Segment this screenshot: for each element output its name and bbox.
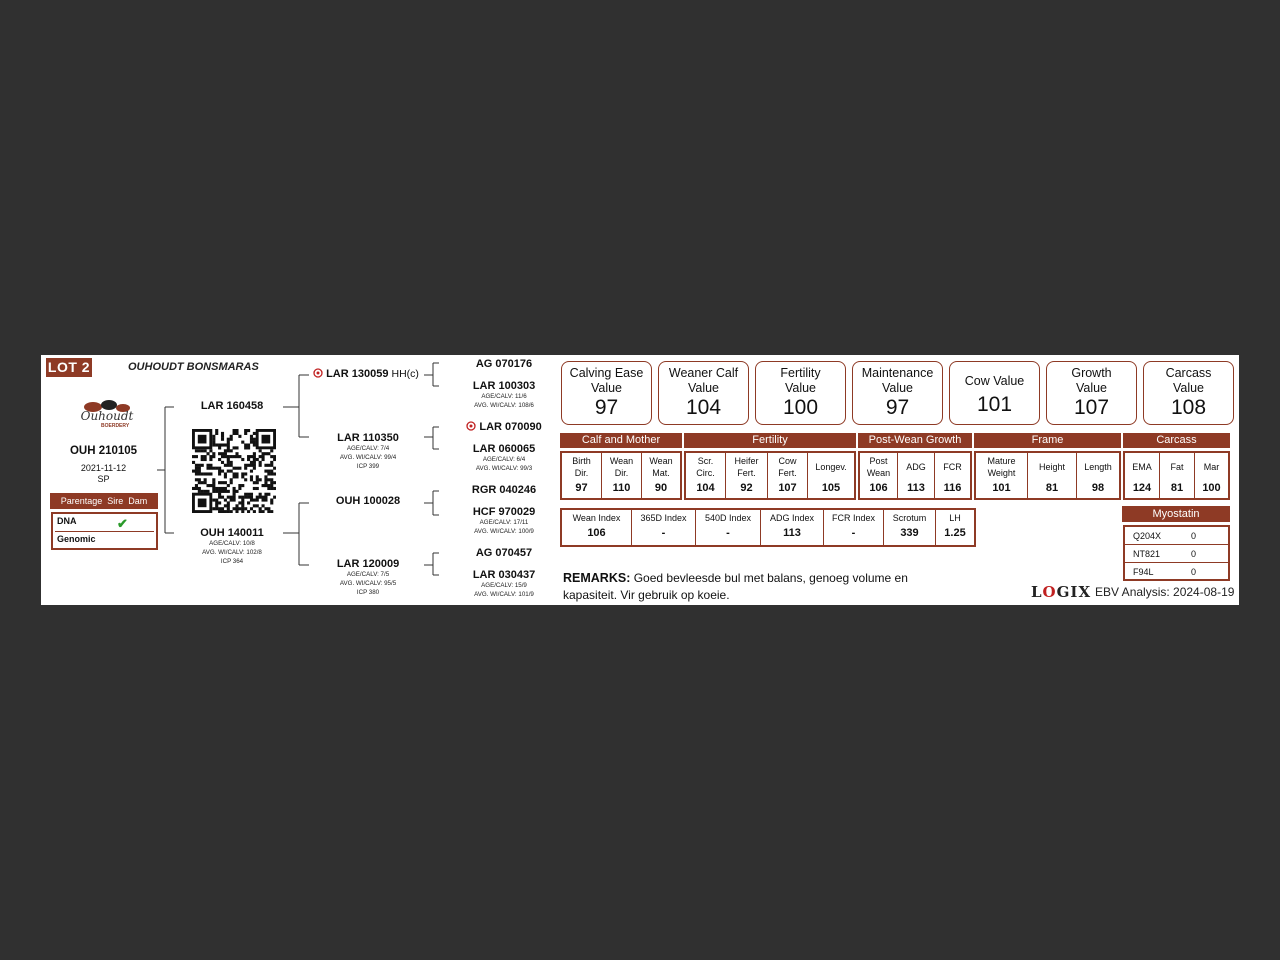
remarks-text: Goed bevleesde bul met balans, genoeg volume en kapasiteit. Vir gebruik op koeie. xyxy=(563,571,908,602)
pedigree-ssd-line: AGE/CALV: 11/6 xyxy=(481,393,527,400)
ebv-group-fertility xyxy=(684,451,856,500)
category-calf-mother: Calf and Mother xyxy=(560,433,682,448)
pedigree-sdd-line: AVG. WI/CALV: 99/3 xyxy=(475,465,533,472)
ebv-cell: Birth Dir. 97 xyxy=(562,453,602,498)
value-label: Value xyxy=(687,381,720,395)
ebv-cell: Cow Fert. 107 xyxy=(768,453,808,498)
myostatin-header: Myostatin xyxy=(1122,506,1230,522)
parentage-row-label: DNA xyxy=(57,516,77,526)
check-icon: ✔ xyxy=(117,516,128,531)
value-box-fertility xyxy=(755,361,846,425)
ebv-cell: FCR 116 xyxy=(943,462,962,494)
ebv-group-carcass xyxy=(1123,451,1230,500)
pedigree-sd-line: ICP 399 xyxy=(356,463,380,470)
ebv-cell: ADG 113 xyxy=(898,453,935,498)
pedigree-sdd-line: AGE/CALV: 6/4 xyxy=(482,456,526,463)
value-box-carcass xyxy=(1143,361,1234,425)
ebv-cell: Mature Weight 101 xyxy=(976,453,1028,498)
myostatin-row: Q204X 0 xyxy=(1133,531,1197,541)
pedigree-sd-id: LAR 110350 xyxy=(337,432,399,444)
pedigree-dd-line: ICP 380 xyxy=(356,589,380,596)
pedigree-dam-line: AGE/CALV: 10/8 xyxy=(209,540,255,547)
pedigree-ddd-id: LAR 030437 xyxy=(472,569,536,581)
pedigree-dam-line: AVG. WI/CALV: 102/8 xyxy=(202,549,262,556)
pedigree-dd xyxy=(319,558,417,597)
value-label: Maintenance xyxy=(861,366,934,380)
ebv-cell: Length 98 xyxy=(1084,462,1112,494)
pedigree-dam-id: OUH 140011 xyxy=(200,527,264,539)
ebv-cell: Wean Dir. 110 xyxy=(602,453,642,498)
value-label: Carcass xyxy=(1165,366,1212,380)
pedigree-dd-line: AVG. WI/CALV: 95/5 xyxy=(339,580,397,587)
pedigree-dds: AG 070457 xyxy=(475,547,533,559)
target-icon xyxy=(466,421,476,431)
ebv-cell: Post Wean 106 xyxy=(860,453,898,498)
value-number: 97 xyxy=(885,396,910,419)
ebv-cell: Mar 100 xyxy=(1202,462,1221,494)
pedigree-sds xyxy=(454,421,554,433)
pedigree-ssd-line: AVG. WI/CALV: 108/6 xyxy=(474,402,534,409)
ebv-analysis-date: EBV Analysis: 2024-08-19 xyxy=(1095,585,1235,599)
category-post-wean: Post-Wean Growth xyxy=(858,433,972,448)
pedigree-ds: OUH 100028 xyxy=(335,495,401,507)
pedigree-ddd-line: AGE/CALV: 15/9 xyxy=(481,582,527,589)
index-cell: Scrotum 339 xyxy=(884,510,936,545)
pedigree-sd-line: AVG. WI/CALV: 99/4 xyxy=(339,454,397,461)
ebv-cell: Longev. 105 xyxy=(815,462,847,494)
pedigree-dsd-line: AGE/CALV: 17/11 xyxy=(479,519,529,526)
index-cell: FCR Index - xyxy=(824,510,884,545)
value-label: Value xyxy=(590,381,623,395)
ebv-cell: EMA 124 xyxy=(1125,453,1160,498)
pedigree-sd-line: AGE/CALV: 7/4 xyxy=(346,445,390,452)
animal-type: SP xyxy=(97,474,110,484)
pedigree-dam-line: ICP 364 xyxy=(220,558,244,565)
pedigree-ss-suffix: HH(c) xyxy=(391,368,419,380)
myostatin-box xyxy=(1123,525,1230,581)
value-box-weaner-calf xyxy=(658,361,749,425)
category-fertility: Fertility xyxy=(684,433,856,448)
pedigree-ss-id: LAR 130059 xyxy=(326,368,389,380)
pedigree-dsd-id: HCF 970029 xyxy=(472,506,536,518)
value-box-calving-ease xyxy=(561,361,652,425)
pedigree-ssd xyxy=(454,380,554,410)
pedigree-dss: RGR 040246 xyxy=(471,484,537,496)
animal-card xyxy=(41,355,1239,605)
value-number: 100 xyxy=(782,396,819,419)
ebv-cell: Wean Mat. 90 xyxy=(649,456,673,494)
category-carcass: Carcass xyxy=(1123,433,1230,448)
value-label: Weaner Calf xyxy=(668,366,739,380)
logo-subtext: BOERDERY xyxy=(101,423,130,429)
remarks xyxy=(563,570,923,604)
pedigree-dsd xyxy=(454,506,554,536)
parentage-sire-label: Sire xyxy=(107,496,124,506)
value-label: Value xyxy=(881,381,914,395)
pedigree-dd-line: AGE/CALV: 7/5 xyxy=(346,571,390,578)
value-label: Value xyxy=(1075,381,1108,395)
logo-text: Ouhoudt xyxy=(80,409,134,423)
pedigree-ddd-line: AVG. WI/CALV: 101/9 xyxy=(474,591,534,598)
ebv-group-frame xyxy=(974,451,1121,500)
value-label: Fertility xyxy=(780,366,821,380)
pedigree-sds-id: LAR 070090 xyxy=(479,421,542,433)
pedigree-sdd-id: LAR 060065 xyxy=(472,443,536,455)
ebv-group-post-wean xyxy=(858,451,972,500)
parentage-dam-label: Dam xyxy=(128,496,148,506)
pedigree-sire: LAR 160458 xyxy=(200,400,264,412)
value-label: Value xyxy=(784,381,817,395)
ebv-cell: Scr. Circ. 104 xyxy=(686,453,726,498)
value-number: 97 xyxy=(594,396,619,419)
value-label: Cow Value xyxy=(964,374,1025,388)
index-row xyxy=(560,508,976,547)
value-number: 108 xyxy=(1170,396,1207,419)
myostatin-row: F94L 0 xyxy=(1133,567,1197,577)
pedigree-dd-id: LAR 120009 xyxy=(336,558,400,570)
parentage-row-label: Genomic xyxy=(57,534,96,544)
value-label: Value xyxy=(1172,381,1205,395)
index-cell: 365D Index - xyxy=(632,510,696,545)
index-cell: Wean Index 106 xyxy=(562,510,632,545)
ebv-group-calf-mother xyxy=(560,451,682,500)
parentage-label: Parentage xyxy=(60,496,103,506)
value-label: Growth xyxy=(1071,366,1112,380)
value-number: 101 xyxy=(976,393,1013,416)
farm-name: OUHOUDT BONSMARAS xyxy=(128,361,259,373)
value-number: 107 xyxy=(1073,396,1110,419)
ebv-cell: Height 81 xyxy=(1028,453,1077,498)
index-cell: 540D Index - xyxy=(696,510,761,545)
value-box-cow xyxy=(949,361,1040,425)
pedigree-dsd-line: AVG. WI/CALV: 100/9 xyxy=(474,528,534,535)
pedigree-sss: AG 070176 xyxy=(475,358,533,370)
pedigree-sd xyxy=(319,432,417,471)
pedigree-dam xyxy=(184,527,280,566)
category-frame: Frame xyxy=(974,433,1121,448)
ebv-cell: Fat 81 xyxy=(1160,453,1195,498)
animal-dob: 2021-11-12 xyxy=(80,463,127,473)
ebv-cell: Heifer Fert. 92 xyxy=(726,453,768,498)
index-cell: ADG Index 113 xyxy=(761,510,824,545)
value-label: Calving Ease xyxy=(569,366,644,380)
pedigree-sdd xyxy=(454,443,554,473)
index-cell: LH 1.25 xyxy=(944,513,966,539)
lot-badge: LOT 2 xyxy=(47,359,91,375)
target-icon xyxy=(313,368,323,378)
value-number: 104 xyxy=(685,396,722,419)
value-box-growth xyxy=(1046,361,1137,425)
animal-id: OUH 210105 xyxy=(69,445,138,457)
value-box-maintenance xyxy=(852,361,943,425)
myostatin-row: NT821 0 xyxy=(1133,549,1197,559)
logix-logo: LOGIX xyxy=(1031,583,1092,601)
pedigree-ssd-id: LAR 100303 xyxy=(472,380,536,392)
remarks-label: REMARKS: xyxy=(563,571,631,585)
pedigree-ss xyxy=(313,368,428,380)
pedigree-ddd xyxy=(454,569,554,599)
